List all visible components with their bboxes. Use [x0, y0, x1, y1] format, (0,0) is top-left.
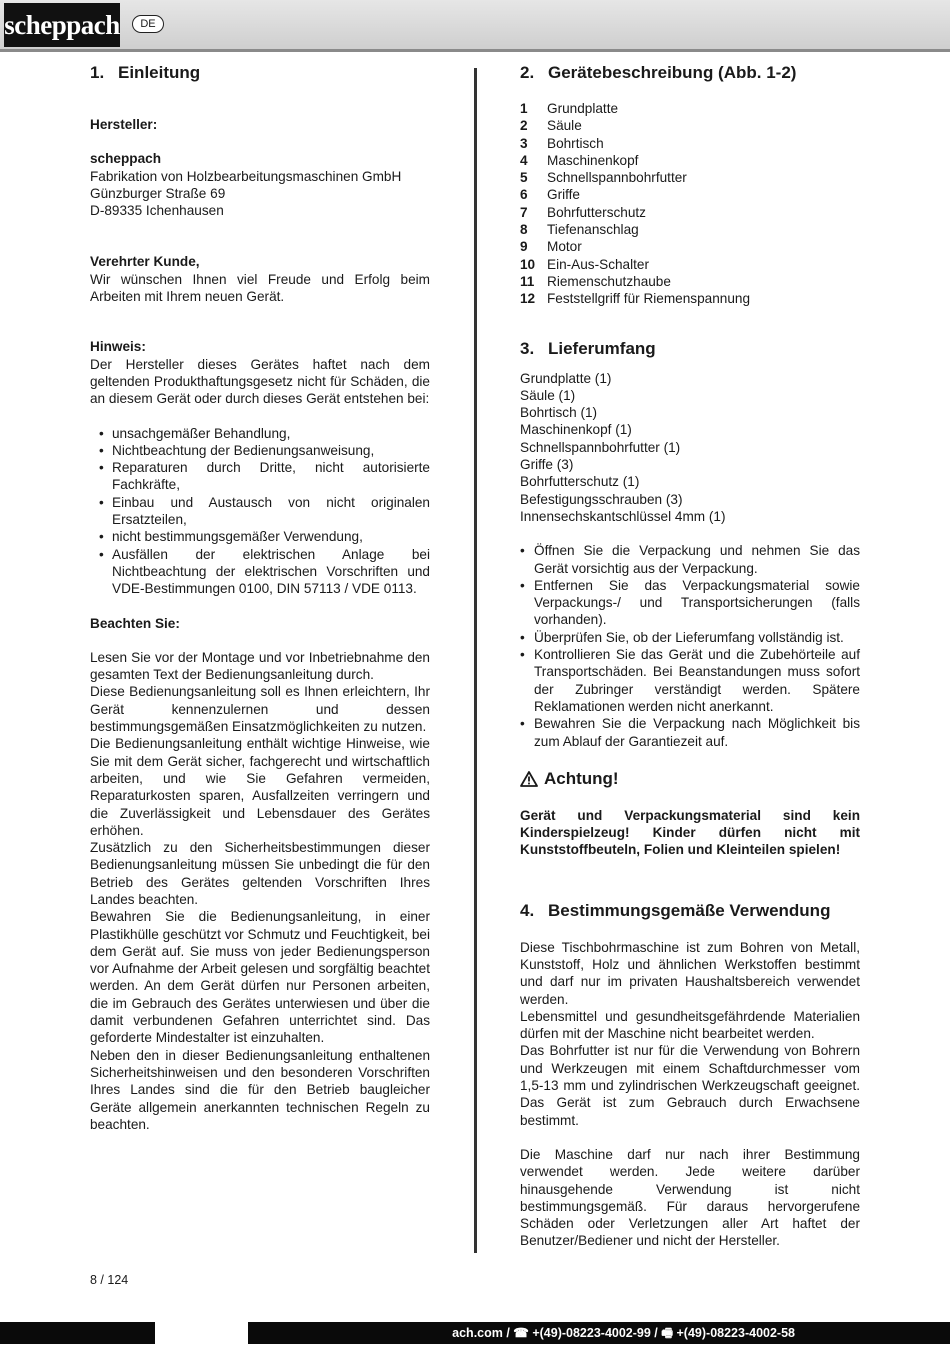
page-header — [0, 0, 950, 52]
observe-label: Beachten Sie: — [90, 615, 180, 631]
list-item: 8 Tiefenanschlag — [520, 222, 639, 238]
section-4-heading: 4. Bestimmungsgemäße Verwendung — [520, 900, 831, 920]
delivery-list — [520, 370, 860, 526]
right-column — [520, 62, 860, 1250]
list-item: 6 Griffe — [520, 187, 580, 203]
list-item: 9 Motor — [520, 239, 582, 255]
greeting-heading: Verehrter Kunde, — [90, 254, 200, 270]
footer-bar — [0, 1322, 950, 1344]
list-item: 12 Feststellgriff für Riemenspannung — [520, 291, 751, 307]
list-item: • Einbau und Austausch von nicht originalen Ersatzteilen, — [90, 494, 430, 529]
observe-text: Lesen Sie vor der Montage und vor Inbetriebnahme den gesamten Text der Bedienungsanleitung durch. Diese Bedienungsanleitung soll es Ihnen erleichtern, Ihr Gerät kennenzulernen und dessen bestimmungsgemäßen Einsatzmöglichkeiten zu nutzen. Die Bedienungsanleitung enthält wichtige Hinweise, wie Sie mit dem Gerät sicher, fachgerecht und wirtschaftlich arbeiten, und wie Sie Gefahren vermeiden, Reparaturkosten sparen, Ausfallzeiten verringern und die Zuverlässigkeit und Lebensdauer des Gerätes erhöhen. Zusätzlich zu den Sicherheitsbestimmungen dieser Bedienungsanleitung müssen Sie unbedingt die für den Betrieb des Gerätes geltenden Vorschriften Ihres Landes beachten. Bewahren Sie die Bedienungsanleitung, in einer Plastikhülle geschützt vor Schmutz und Feuchtigkeit, bei dem Gerät auf. Sie muss von jeder Bedienungsperson vor Aufnahme der Arbeit gelesen und sorgfältig beachtet werden. An dem Gerät dürfen nur Personen arbeiten, die im Gebrauch des Gerätes unterwiesen und über die damit verbundenen Gefahren unterrichtet sind. Das geforderte Mindestalter ist einzuhalten. Neben den in dieser Bedienungsanleitung enthaltenen Sicherheitshinweisen und den besonderen Vorschriften Ihres Landes sind die für den Betrieb baugleicher Geräte allgemein anerkannten technischen Regeln zu beachten. — [90, 649, 430, 1132]
list-item: 4 Maschinenkopf — [520, 152, 639, 168]
section-2-heading: 2. Gerätebeschreibung (Abb. 1-2) — [520, 63, 797, 82]
page-number: 8 / 124 — [90, 1273, 129, 1287]
list-item: • Kontrollieren Sie das Gerät und die Zubehörteile auf Transportschäden. Bei Beanstandungen muss sofort der Zubringer verständigt werden. Spätere Reklamationen werden nicht anerkannt. — [520, 646, 860, 715]
warning-text: Gerät und Verpackungsmaterial sind kein Kinderspielzeug! Kinder dürfen nicht mit Kunststoffbeuteln, Folien und Kleinteilen spielen! — [520, 807, 860, 858]
list-item: • Überprüfen Sie, ob der Lieferumfang vollständig ist. — [520, 629, 860, 646]
list-item: 10 Ein-Aus-Schalter — [520, 256, 649, 272]
list-item: Bohrfutterschutz (1) — [520, 474, 640, 490]
list-item: • Reparaturen durch Dritte, nicht autorisierte Fachkräfte, — [90, 459, 430, 494]
company-address: Fabrikation von Holzbearbeitungsmaschinen GmbH Günzburger Straße 69 D-89335 Ichenhausen — [90, 168, 402, 219]
list-item: Schnellspannbohrfutter (1) — [520, 439, 681, 455]
footer-contact: ach.com / ☎ +(49)-08223-4002-99 / 🖷 +(49)-08223-4002-58 — [452, 1326, 795, 1340]
parts-list — [520, 100, 860, 308]
list-item: • Ausfällen der elektrischen Anlage bei Nichtbeachtung der elektrischen Vorschriften und VDE-Bestimmungen 0100, DIN 57113 / VDE 0113. — [90, 546, 430, 598]
list-item: • Entfernen Sie das Verpackungsmaterial sowie Verpackungs-/ und Transportsicherungen (falls vorhanden). — [520, 577, 860, 629]
company-name: scheppach — [90, 151, 162, 167]
list-item: Grundplatte (1) — [520, 370, 612, 386]
usage-text-2: Die Maschine darf nur nach ihrer Bestimmung verwendet werden. Jede weitere darüber hinausgehende Verwendung ist nicht bestimmungsgemäß. Für daraus hervorgerufene Schäden oder Verletzungen aller Art haftet der Benutzer/Bediener und nicht der Hersteller. — [520, 1146, 860, 1249]
greeting-text: Wir wünschen Ihnen viel Freude und Erfolg beim Arbeiten mit Ihrem neuen Gerät. — [90, 271, 430, 305]
list-item: • unsachgemäßer Behandlung, — [90, 425, 430, 442]
warning-triangle-icon — [520, 771, 538, 787]
list-item: 11 Riemenschutzhaube — [520, 273, 671, 289]
warning-heading: Achtung! — [520, 768, 860, 790]
section-3-heading: 3. Lieferumfang — [520, 338, 656, 358]
list-item: Maschinenkopf (1) — [520, 422, 632, 438]
section-1-heading: 1. Einleitung — [90, 63, 201, 82]
note-list — [90, 425, 430, 598]
list-item: Bohrtisch (1) — [520, 405, 598, 421]
note-text: Der Hersteller dieses Gerätes haftet nach dem geltenden Produkthaftungsgesetz nicht für Schäden, die an diesem Gerät oder durch dieses Gerät entstehen bei: — [90, 356, 430, 407]
brand-logo: scheppach — [4, 3, 120, 47]
list-item: Griffe (3) — [520, 457, 574, 473]
language-badge: DE — [132, 15, 164, 33]
list-item: 2 Säule — [520, 118, 582, 134]
list-item: • Bewahren Sie die Verpackung nach Möglichkeit bis zum Ablauf der Garantiezeit auf. — [520, 715, 860, 750]
left-column — [90, 62, 430, 1133]
unpacking-list — [520, 542, 860, 750]
list-item: Innensechskantschlüssel 4mm (1) — [520, 508, 726, 524]
list-item: 5 Schnellspannbohrfutter — [520, 170, 687, 186]
note-label: Hinweis: — [90, 339, 146, 355]
footer-white-block — [155, 1322, 248, 1344]
list-item: 7 Bohrfutterschutz — [520, 204, 646, 220]
list-item: 1 Grundplatte — [520, 101, 619, 116]
list-item: • Öffnen Sie die Verpackung und nehmen Sie das Gerät vorsichtig aus der Verpackung. — [520, 542, 860, 577]
manufacturer-label: Hersteller: — [90, 117, 158, 132]
column-divider — [474, 68, 477, 1253]
list-item: Säule (1) — [520, 387, 576, 403]
list-item: Befestigungsschrauben (3) — [520, 491, 683, 507]
list-item: 3 Bohrtisch — [520, 135, 604, 151]
list-item: • Nichtbeachtung der Bedienungsanweisung, — [90, 442, 430, 459]
usage-text: Diese Tischbohrmaschine ist zum Bohren von Metall, Kunststoff, Holz und ähnlichen Werkstoffen bestimmt und darf nur im privaten Haushaltsbereich verwendet werden. Lebensmittel und gesundheitsgefährdende Materialien dürfen mit der Maschine nicht bearbeitet werden. Das Bohrfutter ist nur für die Verwendung von Bohrern und Werkzeugen mit einem Schaftdurchmesser vom 1,5-13 mm und zylindrischen Werkzeugschaft geeignet. Das Gerät ist zum Gebrauch durch Erwachsene bestimmt. — [520, 939, 860, 1128]
list-item: • nicht bestimmungsgemäßer Verwendung, — [90, 528, 430, 545]
